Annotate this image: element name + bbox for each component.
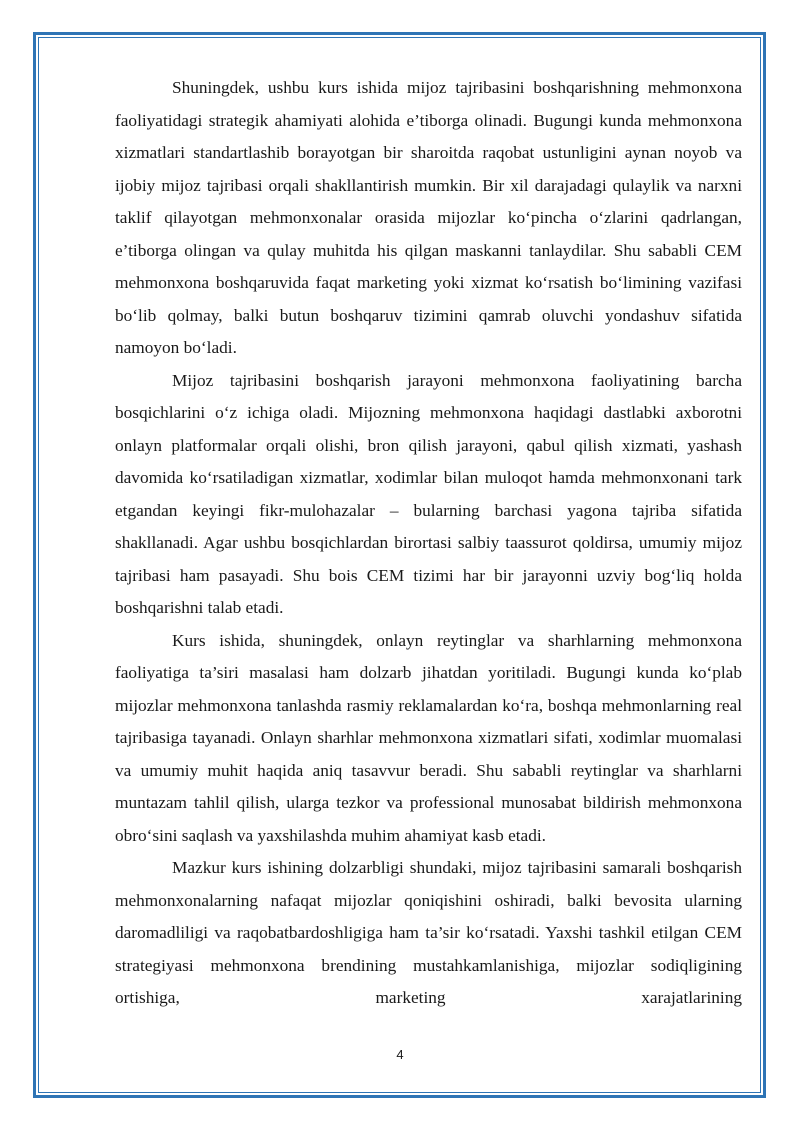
page-number: 4: [396, 1047, 404, 1062]
paragraph-1: Shuningdek, ushbu kurs ishida mijoz tajribasini boshqarishning mehmonxona faoliyatidagi strategik ahamiyati alohida e’tiborga olinadi. Bugungi kunda mehmonxona xizmatlari standartlashib borayotgan bir sharoitda raqobat ustunligini aynan noyob va ijobiy mijoz tajribasi orqali shakllantirish mumkin. Bir xil darajadagi qulaylik va narxni taklif qilayotgan mehmonxonalar orasida mijozlar ko‘pincha o‘zlarini qadrlangan, e’tiborga olingan va qulay muhitda his qilgan maskanni tanlaydilar. Shu sababli CEM mehmonxona boshqaruvida faqat marketing yoki xizmat ko‘rsatish bo‘limining vazifasi bo‘lib qolmay, balki butun boshqaruv tizimini qamrab oluvchi yondashuv sifatida namoyon bo‘ladi.: [115, 78, 742, 357]
document-body: [115, 72, 742, 1015]
paragraph-4: Mazkur kurs ishining dolzarbligi shundaki, mijoz tajribasini samarali boshqarish mehmonxonalarning nafaqat mijozlar qoniqishini oshiradi, balki bevosita ularning daromadliligi va raqobatbardoshligiga ham ta’sir ko‘rsatadi. Yaxshi tashkil etilgan CEM strategiyasi mehmonxona brendining mustahkamlanishiga, mijozlar sodiqligining ortishiga, marketing xarajatlarining: [115, 858, 742, 1007]
paragraph-3: Kurs ishida, shuningdek, onlayn reytinglar va sharhlarning mehmonxona faoliyatiga ta’siri masalasi ham dolzarb jihatdan yoritiladi. Bugungi kunda ko‘plab mijozlar mehmonxona tanlashda rasmiy reklamalardan ko‘ra, boshqa mehmonlarning real tajribasiga tayanadi. Onlayn sharhlar mehmonxona xizmatlari sifati, xodimlar muomalasi va umumiy muhit haqida aniq tasavvur beradi. Shu sababli reytinglar va sharhlarni muntazam tahlil qilish, ularga tezkor va professional munosabat bildirish mehmonxona obro‘sini saqlash va yaxshilashda muhim ahamiyat kasb etadi.: [115, 630, 742, 845]
paragraph-2: Mijoz tajribasini boshqarish jarayoni mehmonxona faoliyatining barcha bosqichlarini o‘z ichiga oladi. Mijozning mehmonxona haqidagi dastlabki axborotni onlayn platformalar orqali olishi, bron qilish jarayoni, qabul qilish xizmati, yashash davomida ko‘rsatiladigan xizmatlar, xodimlar bilan muloqot hamda mehmonxonani tark etgandan keyingi fikr-mulohazalar – bularning barchasi yagona tajriba sifatida shakllanadi. Agar ushbu bosqichlardan birortasi salbiy taassurot qoldirsa, umumiy mijoz tajribasi ham pasayadi. Shu bois CEM tizimi har bir jarayonni uzviy bog‘liq holda boshqarishni talab etadi.: [115, 370, 742, 617]
